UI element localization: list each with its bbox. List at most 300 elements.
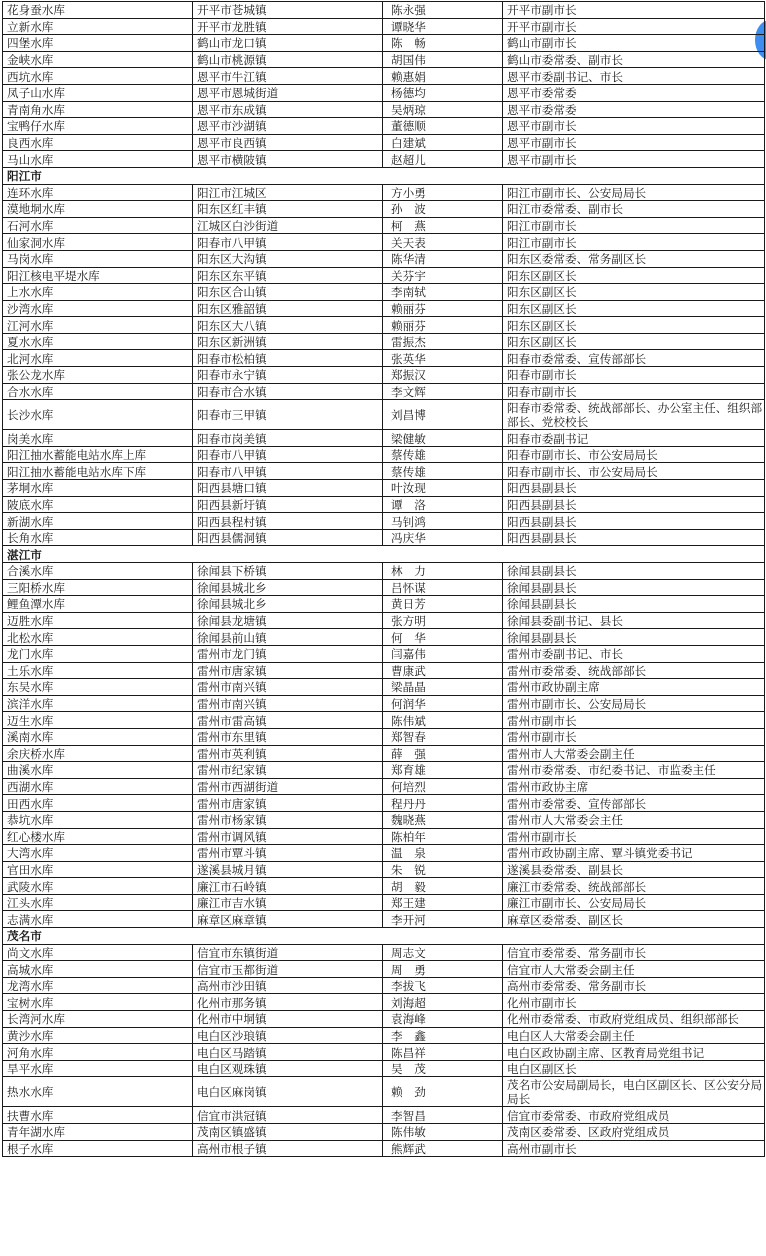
position-cell: 雷州市副市长 bbox=[503, 728, 765, 745]
reservoir-name-cell: 青南角水库 bbox=[3, 101, 193, 118]
responsible-person-cell: 方小勇 bbox=[383, 184, 503, 201]
reservoir-name-cell: 龙湾水库 bbox=[3, 977, 193, 994]
reservoir-name-cell: 迈胜水库 bbox=[3, 612, 193, 629]
responsible-person-cell: 张英华 bbox=[383, 350, 503, 367]
location-cell: 徐闻县前山镇 bbox=[193, 629, 383, 646]
table-row bbox=[3, 778, 765, 795]
location-cell: 电白区观珠镇 bbox=[193, 1060, 383, 1077]
table-row bbox=[3, 430, 765, 447]
reservoir-name-cell: 岗美水库 bbox=[3, 430, 193, 447]
reservoir-name-cell: 根子水库 bbox=[3, 1140, 193, 1157]
table-row bbox=[3, 994, 765, 1011]
table-row bbox=[3, 1107, 765, 1124]
position-cell: 廉江市副市长、公安局局长 bbox=[503, 894, 765, 911]
responsible-person-cell: 赖惠娟 bbox=[383, 68, 503, 85]
position-cell: 恩平市副市长 bbox=[503, 118, 765, 135]
reservoir-name-cell: 阳江核电平堤水库 bbox=[3, 267, 193, 284]
position-cell: 茂名市公安局副局长，电白区副区长、区公安分局局长 bbox=[503, 1077, 765, 1107]
table-row bbox=[3, 1044, 765, 1061]
position-cell: 阳春市副市长、市公安局局长 bbox=[503, 463, 765, 480]
location-cell: 恩平市良西镇 bbox=[193, 134, 383, 151]
table-row bbox=[3, 134, 765, 151]
position-cell: 阳西县副县长 bbox=[503, 496, 765, 513]
location-cell: 信宜市东镇街道 bbox=[193, 944, 383, 961]
reservoir-name-cell: 热水水库 bbox=[3, 1077, 193, 1107]
responsible-person-cell: 温 泉 bbox=[383, 845, 503, 862]
location-cell: 恩平市横陂镇 bbox=[193, 151, 383, 168]
position-cell: 恩平市副市长 bbox=[503, 151, 765, 168]
reservoir-name-cell: 滨洋水库 bbox=[3, 695, 193, 712]
position-cell: 雷州市副市长 bbox=[503, 712, 765, 729]
location-cell: 恩平市牛江镇 bbox=[193, 68, 383, 85]
responsible-person-cell: 关芬宇 bbox=[383, 267, 503, 284]
responsible-person-cell: 林 力 bbox=[383, 563, 503, 580]
reservoir-name-cell: 江头水库 bbox=[3, 894, 193, 911]
reservoir-name-cell: 合溪水库 bbox=[3, 563, 193, 580]
location-cell: 阳春市八甲镇 bbox=[193, 234, 383, 251]
table-row bbox=[3, 317, 765, 334]
table-row bbox=[3, 1027, 765, 1044]
table-row bbox=[3, 645, 765, 662]
reservoir-name-cell: 余庆桥水库 bbox=[3, 745, 193, 762]
reservoir-name-cell: 金峡水库 bbox=[3, 51, 193, 68]
position-cell: 茂南区委常委、区政府党组成员 bbox=[503, 1124, 765, 1141]
reservoir-name-cell: 曲溪水库 bbox=[3, 762, 193, 779]
reservoir-name-cell: 土乐水库 bbox=[3, 662, 193, 679]
table-row bbox=[3, 629, 765, 646]
table-row bbox=[3, 845, 765, 862]
reservoir-name-cell: 陂底水库 bbox=[3, 496, 193, 513]
table-row bbox=[3, 217, 765, 234]
position-cell: 电白区人大常委会副主任 bbox=[503, 1027, 765, 1044]
location-cell: 徐闻县龙塘镇 bbox=[193, 612, 383, 629]
location-cell: 雷州市雷高镇 bbox=[193, 712, 383, 729]
location-cell: 雷州市南兴镇 bbox=[193, 695, 383, 712]
location-cell: 阳东区红丰镇 bbox=[193, 201, 383, 218]
position-cell: 雷州市人大常委会副主任 bbox=[503, 745, 765, 762]
reservoir-name-cell: 青年湖水库 bbox=[3, 1124, 193, 1141]
position-cell: 徐闻县副县长 bbox=[503, 629, 765, 646]
position-cell: 廉江市委常委、统战部部长 bbox=[503, 878, 765, 895]
responsible-person-cell: 袁海峰 bbox=[383, 1011, 503, 1028]
reservoir-name-cell: 河角水库 bbox=[3, 1044, 193, 1061]
position-cell: 阳春市副市长 bbox=[503, 367, 765, 384]
location-cell: 阳春市八甲镇 bbox=[193, 463, 383, 480]
location-cell: 廉江市石岭镇 bbox=[193, 878, 383, 895]
position-cell: 徐闻县副县长 bbox=[503, 579, 765, 596]
responsible-person-cell: 蔡传雄 bbox=[383, 463, 503, 480]
location-cell: 阳东区大八镇 bbox=[193, 317, 383, 334]
location-cell: 阳西县儒洞镇 bbox=[193, 529, 383, 546]
location-cell: 徐闻县城北乡 bbox=[193, 596, 383, 613]
reservoir-name-cell: 四堡水库 bbox=[3, 35, 193, 52]
location-cell: 麻章区麻章镇 bbox=[193, 911, 383, 928]
reservoir-name-cell: 沙湾水库 bbox=[3, 300, 193, 317]
reservoir-name-cell: 大湾水库 bbox=[3, 845, 193, 862]
table-row bbox=[3, 977, 765, 994]
responsible-person-cell: 蔡传雄 bbox=[383, 446, 503, 463]
section-row bbox=[3, 546, 765, 563]
table-row bbox=[3, 18, 765, 35]
location-cell: 廉江市吉水镇 bbox=[193, 894, 383, 911]
table-row bbox=[3, 496, 765, 513]
location-cell: 雷州市南兴镇 bbox=[193, 679, 383, 696]
responsible-person-cell: 陈伟斌 bbox=[383, 712, 503, 729]
responsible-person-cell: 曹康武 bbox=[383, 662, 503, 679]
reservoir-name-cell: 新湖水库 bbox=[3, 513, 193, 530]
reservoir-name-cell: 官田水库 bbox=[3, 861, 193, 878]
location-cell: 开平市龙胜镇 bbox=[193, 18, 383, 35]
reservoir-name-cell: 高城水库 bbox=[3, 961, 193, 978]
reservoir-name-cell: 江河水库 bbox=[3, 317, 193, 334]
table-row bbox=[3, 35, 765, 52]
table-row bbox=[3, 300, 765, 317]
table-row bbox=[3, 250, 765, 267]
position-cell: 恩平市委常委 bbox=[503, 84, 765, 101]
table-row bbox=[3, 333, 765, 350]
responsible-person-cell: 孙 波 bbox=[383, 201, 503, 218]
responsible-person-cell: 陈柏年 bbox=[383, 828, 503, 845]
location-cell: 化州市中垌镇 bbox=[193, 1011, 383, 1028]
table-row bbox=[3, 51, 765, 68]
location-cell: 江城区白沙街道 bbox=[193, 217, 383, 234]
responsible-person-cell: 张方明 bbox=[383, 612, 503, 629]
reservoir-name-cell: 连环水库 bbox=[3, 184, 193, 201]
table-row bbox=[3, 184, 765, 201]
position-cell: 雷州市委副书记、市长 bbox=[503, 645, 765, 662]
position-cell: 阳江市副市长、公安局局长 bbox=[503, 184, 765, 201]
table-row bbox=[3, 762, 765, 779]
position-cell: 阳春市副市长、市公安局局长 bbox=[503, 446, 765, 463]
table-row bbox=[3, 529, 765, 546]
table-row bbox=[3, 679, 765, 696]
position-cell: 雷州市政协主席 bbox=[503, 778, 765, 795]
location-cell: 阳西县塘口镇 bbox=[193, 480, 383, 497]
reservoir-name-cell: 凤子山水库 bbox=[3, 84, 193, 101]
section-title: 湛江市 bbox=[3, 546, 765, 563]
table-row bbox=[3, 911, 765, 928]
position-cell: 阳东区副区长 bbox=[503, 300, 765, 317]
responsible-person-cell: 赖 劲 bbox=[383, 1077, 503, 1107]
location-cell: 高州市沙田镇 bbox=[193, 977, 383, 994]
reservoir-name-cell: 立新水库 bbox=[3, 18, 193, 35]
responsible-person-cell: 李 鑫 bbox=[383, 1027, 503, 1044]
table-row bbox=[3, 68, 765, 85]
position-cell: 阳春市委常委、统战部部长、办公室主任、组织部部长、党校校长 bbox=[503, 400, 765, 430]
section-row bbox=[3, 167, 765, 184]
responsible-person-cell: 关天表 bbox=[383, 234, 503, 251]
table-row bbox=[3, 201, 765, 218]
responsible-person-cell: 周 勇 bbox=[383, 961, 503, 978]
table-row bbox=[3, 367, 765, 384]
responsible-person-cell: 朱 锐 bbox=[383, 861, 503, 878]
responsible-person-cell: 何润华 bbox=[383, 695, 503, 712]
responsible-person-cell: 柯 燕 bbox=[383, 217, 503, 234]
table-row bbox=[3, 101, 765, 118]
position-cell: 信宜市人大常委会副主任 bbox=[503, 961, 765, 978]
reservoir-name-cell: 石河水库 bbox=[3, 217, 193, 234]
table-row bbox=[3, 446, 765, 463]
reservoir-name-cell: 黄沙水库 bbox=[3, 1027, 193, 1044]
responsible-person-cell: 闫嘉伟 bbox=[383, 645, 503, 662]
responsible-person-cell: 陈 畅 bbox=[383, 35, 503, 52]
position-cell: 恩平市副市长 bbox=[503, 134, 765, 151]
reservoir-name-cell: 扶曹水库 bbox=[3, 1107, 193, 1124]
position-cell: 鹤山市副市长 bbox=[503, 35, 765, 52]
position-cell: 阳东区副区长 bbox=[503, 267, 765, 284]
location-cell: 阳西县新圩镇 bbox=[193, 496, 383, 513]
location-cell: 阳江市江城区 bbox=[193, 184, 383, 201]
section-title: 阳江市 bbox=[3, 167, 765, 184]
table-row bbox=[3, 1060, 765, 1077]
table-row bbox=[3, 513, 765, 530]
position-cell: 开平市副市长 bbox=[503, 18, 765, 35]
location-cell: 信宜市洪冠镇 bbox=[193, 1107, 383, 1124]
responsible-person-cell: 雷振杰 bbox=[383, 333, 503, 350]
responsible-person-cell: 赖丽芬 bbox=[383, 317, 503, 334]
table-row bbox=[3, 463, 765, 480]
responsible-person-cell: 郑振汉 bbox=[383, 367, 503, 384]
reservoir-responsibility-table bbox=[2, 1, 765, 1157]
position-cell: 雷州市政协副主席、覃斗镇党委书记 bbox=[503, 845, 765, 862]
reservoir-name-cell: 马岗水库 bbox=[3, 250, 193, 267]
responsible-person-cell: 马钊鸿 bbox=[383, 513, 503, 530]
location-cell: 雷州市杨家镇 bbox=[193, 811, 383, 828]
responsible-person-cell: 冯庆华 bbox=[383, 529, 503, 546]
reservoir-name-cell: 田西水库 bbox=[3, 795, 193, 812]
position-cell: 徐闻县副县长 bbox=[503, 596, 765, 613]
location-cell: 阳春市八甲镇 bbox=[193, 446, 383, 463]
table-row bbox=[3, 878, 765, 895]
reservoir-name-cell: 仙家洞水库 bbox=[3, 234, 193, 251]
reservoir-name-cell: 良西水库 bbox=[3, 134, 193, 151]
position-cell: 阳东区委常委、常务副区长 bbox=[503, 250, 765, 267]
location-cell: 阳东区合山镇 bbox=[193, 284, 383, 301]
position-cell: 鹤山市委常委、副市长 bbox=[503, 51, 765, 68]
location-cell: 信宜市玉都街道 bbox=[193, 961, 383, 978]
reservoir-name-cell: 合水水库 bbox=[3, 383, 193, 400]
table-row bbox=[3, 2, 765, 19]
responsible-person-cell: 吴炳琼 bbox=[383, 101, 503, 118]
table-row bbox=[3, 563, 765, 580]
responsible-person-cell: 李南轼 bbox=[383, 284, 503, 301]
responsible-person-cell: 程丹丹 bbox=[383, 795, 503, 812]
table-row bbox=[3, 1124, 765, 1141]
responsible-person-cell: 刘海超 bbox=[383, 994, 503, 1011]
location-cell: 阳东区新洲镇 bbox=[193, 333, 383, 350]
location-cell: 遂溪县城月镇 bbox=[193, 861, 383, 878]
position-cell: 阳江市委常委、副市长 bbox=[503, 201, 765, 218]
position-cell: 阳东区副区长 bbox=[503, 333, 765, 350]
responsible-person-cell: 魏晓燕 bbox=[383, 811, 503, 828]
responsible-person-cell: 薛 强 bbox=[383, 745, 503, 762]
position-cell: 电白区政协副主席、区教育局党组书记 bbox=[503, 1044, 765, 1061]
position-cell: 雷州市人大常委会主任 bbox=[503, 811, 765, 828]
responsible-person-cell: 李文辉 bbox=[383, 383, 503, 400]
table-row bbox=[3, 151, 765, 168]
location-cell: 雷州市纪家镇 bbox=[193, 762, 383, 779]
responsible-person-cell: 谭晓华 bbox=[383, 18, 503, 35]
position-cell: 恩平市委副书记、市长 bbox=[503, 68, 765, 85]
location-cell: 雷州市调风镇 bbox=[193, 828, 383, 845]
table-row bbox=[3, 745, 765, 762]
table-row bbox=[3, 828, 765, 845]
location-cell: 雷州市唐家镇 bbox=[193, 795, 383, 812]
location-cell: 高州市根子镇 bbox=[193, 1140, 383, 1157]
table-row bbox=[3, 400, 765, 430]
responsible-person-cell: 吴 茂 bbox=[383, 1060, 503, 1077]
table-row bbox=[3, 961, 765, 978]
table-row bbox=[3, 728, 765, 745]
table-row bbox=[3, 596, 765, 613]
reservoir-name-cell: 长湾河水库 bbox=[3, 1011, 193, 1028]
location-cell: 阳春市岗美镇 bbox=[193, 430, 383, 447]
reservoir-name-cell: 长角水库 bbox=[3, 529, 193, 546]
location-cell: 电白区沙琅镇 bbox=[193, 1027, 383, 1044]
reservoir-name-cell: 武陵水库 bbox=[3, 878, 193, 895]
location-cell: 徐闻县城北乡 bbox=[193, 579, 383, 596]
responsible-person-cell: 梁晶晶 bbox=[383, 679, 503, 696]
responsible-person-cell: 白建斌 bbox=[383, 134, 503, 151]
location-cell: 化州市那务镇 bbox=[193, 994, 383, 1011]
reservoir-name-cell: 尚文水库 bbox=[3, 944, 193, 961]
table-row bbox=[3, 811, 765, 828]
responsible-person-cell: 吕怀谋 bbox=[383, 579, 503, 596]
position-cell: 化州市副市长 bbox=[503, 994, 765, 1011]
position-cell: 高州市副市长 bbox=[503, 1140, 765, 1157]
position-cell: 信宜市委常委、市政府党组成员 bbox=[503, 1107, 765, 1124]
location-cell: 阳春市三甲镇 bbox=[193, 400, 383, 430]
table-row bbox=[3, 795, 765, 812]
location-cell: 鹤山市桃源镇 bbox=[193, 51, 383, 68]
reservoir-name-cell: 上水水库 bbox=[3, 284, 193, 301]
reservoir-name-cell: 张公龙水库 bbox=[3, 367, 193, 384]
responsible-person-cell: 杨德均 bbox=[383, 84, 503, 101]
position-cell: 阳西县副县长 bbox=[503, 513, 765, 530]
position-cell: 高州市委常委、常务副市长 bbox=[503, 977, 765, 994]
reservoir-name-cell: 龙门水库 bbox=[3, 645, 193, 662]
reservoir-name-cell: 红心楼水库 bbox=[3, 828, 193, 845]
position-cell: 化州市委常委、市政府党组成员、组织部部长 bbox=[503, 1011, 765, 1028]
table-row bbox=[3, 894, 765, 911]
reservoir-name-cell: 漠地垌水库 bbox=[3, 201, 193, 218]
responsible-person-cell: 郑王建 bbox=[383, 894, 503, 911]
reservoir-name-cell: 花身蚕水库 bbox=[3, 2, 193, 19]
location-cell: 阳东区雅韶镇 bbox=[193, 300, 383, 317]
table-row bbox=[3, 861, 765, 878]
location-cell: 徐闻县下桥镇 bbox=[193, 563, 383, 580]
responsible-person-cell: 陈昌祥 bbox=[383, 1044, 503, 1061]
location-cell: 电白区马踏镇 bbox=[193, 1044, 383, 1061]
reservoir-name-cell: 夏水水库 bbox=[3, 333, 193, 350]
location-cell: 雷州市英利镇 bbox=[193, 745, 383, 762]
responsible-person-cell: 谭 洛 bbox=[383, 496, 503, 513]
position-cell: 阳东区副区长 bbox=[503, 284, 765, 301]
location-cell: 雷州市龙门镇 bbox=[193, 645, 383, 662]
reservoir-name-cell: 迈生水库 bbox=[3, 712, 193, 729]
section-title: 茂名市 bbox=[3, 928, 765, 945]
reservoir-name-cell: 马山水库 bbox=[3, 151, 193, 168]
location-cell: 阳西县程村镇 bbox=[193, 513, 383, 530]
table-row bbox=[3, 579, 765, 596]
reservoir-name-cell: 茅垌水库 bbox=[3, 480, 193, 497]
table-row bbox=[3, 1077, 765, 1107]
location-cell: 雷州市西湖街道 bbox=[193, 778, 383, 795]
position-cell: 开平市副市长 bbox=[503, 2, 765, 19]
section-row bbox=[3, 928, 765, 945]
position-cell: 雷州市委常委、市纪委书记、市监委主任 bbox=[503, 762, 765, 779]
position-cell: 阳江市副市长 bbox=[503, 234, 765, 251]
reservoir-name-cell: 阳江抽水蓄能电站水库上库 bbox=[3, 446, 193, 463]
table-row bbox=[3, 1140, 765, 1157]
location-cell: 阳春市永宁镇 bbox=[193, 367, 383, 384]
location-cell: 恩平市恩城街道 bbox=[193, 84, 383, 101]
responsible-person-cell: 刘昌博 bbox=[383, 400, 503, 430]
location-cell: 开平市苍城镇 bbox=[193, 2, 383, 19]
table-body bbox=[3, 2, 765, 1157]
location-cell: 茂南区镇盛镇 bbox=[193, 1124, 383, 1141]
table-row bbox=[3, 118, 765, 135]
position-cell: 阳江市副市长 bbox=[503, 217, 765, 234]
position-cell: 阳春市委副书记 bbox=[503, 430, 765, 447]
position-cell: 恩平市委常委 bbox=[503, 101, 765, 118]
table-row bbox=[3, 612, 765, 629]
reservoir-name-cell: 旱平水库 bbox=[3, 1060, 193, 1077]
responsible-person-cell: 郑育雄 bbox=[383, 762, 503, 779]
position-cell: 雷州市政协副主席 bbox=[503, 679, 765, 696]
responsible-person-cell: 李拔飞 bbox=[383, 977, 503, 994]
position-cell: 阳西县副县长 bbox=[503, 529, 765, 546]
position-cell: 阳西县副县长 bbox=[503, 480, 765, 497]
position-cell: 遂溪县委常委、副县长 bbox=[503, 861, 765, 878]
position-cell: 电白区副区长 bbox=[503, 1060, 765, 1077]
location-cell: 鹤山市龙口镇 bbox=[193, 35, 383, 52]
reservoir-name-cell: 西坑水库 bbox=[3, 68, 193, 85]
table-row bbox=[3, 1011, 765, 1028]
position-cell: 雷州市副市长 bbox=[503, 828, 765, 845]
location-cell: 阳春市松柏镇 bbox=[193, 350, 383, 367]
position-cell: 徐闻县委副书记、县长 bbox=[503, 612, 765, 629]
responsible-person-cell: 胡 毅 bbox=[383, 878, 503, 895]
table-row bbox=[3, 383, 765, 400]
reservoir-name-cell: 鲤鱼潭水库 bbox=[3, 596, 193, 613]
location-cell: 恩平市东成镇 bbox=[193, 101, 383, 118]
position-cell: 阳春市委常委、宣传部部长 bbox=[503, 350, 765, 367]
reservoir-name-cell: 宝树水库 bbox=[3, 994, 193, 1011]
position-cell: 阳东区副区长 bbox=[503, 317, 765, 334]
location-cell: 雷州市唐家镇 bbox=[193, 662, 383, 679]
reservoir-name-cell: 北河水库 bbox=[3, 350, 193, 367]
reservoir-name-cell: 西湖水库 bbox=[3, 778, 193, 795]
table-row bbox=[3, 267, 765, 284]
responsible-person-cell: 叶汝现 bbox=[383, 480, 503, 497]
position-cell: 阳春市副市长 bbox=[503, 383, 765, 400]
position-cell: 雷州市委常委、统战部部长 bbox=[503, 662, 765, 679]
responsible-person-cell: 李智昌 bbox=[383, 1107, 503, 1124]
reservoir-name-cell: 恭坑水库 bbox=[3, 811, 193, 828]
position-cell: 麻章区委常委、副区长 bbox=[503, 911, 765, 928]
location-cell: 雷州市东里镇 bbox=[193, 728, 383, 745]
responsible-person-cell: 梁健敏 bbox=[383, 430, 503, 447]
table-row bbox=[3, 695, 765, 712]
position-cell: 雷州市委常委、宣传部部长 bbox=[503, 795, 765, 812]
table-row bbox=[3, 350, 765, 367]
location-cell: 雷州市覃斗镇 bbox=[193, 845, 383, 862]
responsible-person-cell: 陈永强 bbox=[383, 2, 503, 19]
table-row bbox=[3, 944, 765, 961]
reservoir-name-cell: 志满水库 bbox=[3, 911, 193, 928]
location-cell: 阳东区大沟镇 bbox=[193, 250, 383, 267]
